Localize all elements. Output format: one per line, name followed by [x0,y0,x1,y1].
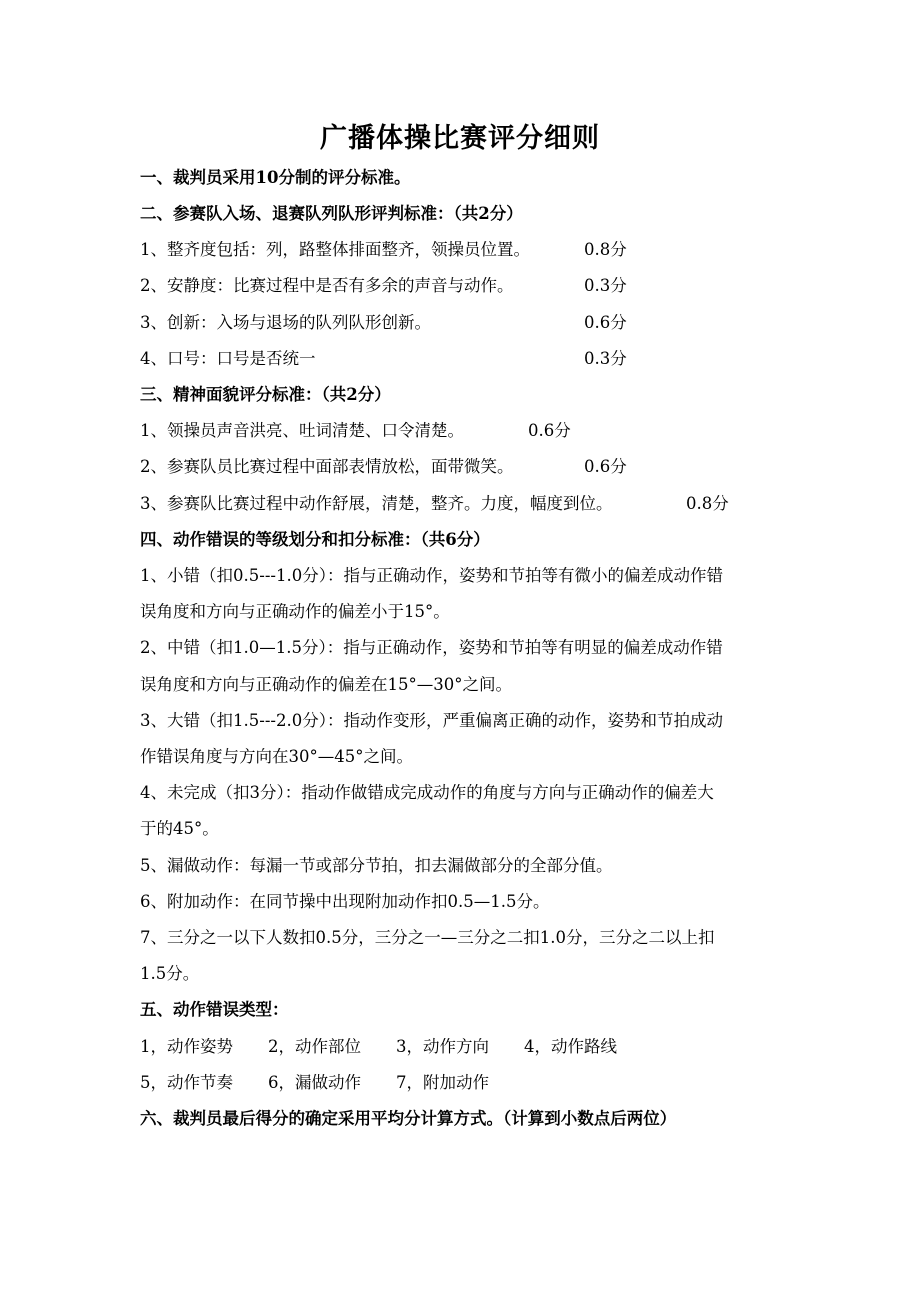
s4-line-5: 3、大错（扣1.5---2.0分）：指动作变形，严重偏离正确的动作，姿势和节拍成动 [140,711,723,730]
error-type-2: 2，动作部位 [268,1037,361,1056]
s4-line-11: 7、三分之一以下人数扣0.5分，三分之一—三分之二扣1.0分，三分之二以上扣 [140,928,715,947]
error-type-3: 3，动作方向 [396,1037,489,1056]
s2-item-2: 2、安静度：比赛过程中是否有多余的声音与动作。 [140,276,514,295]
document-title: 广播体操比赛评分细则 [320,123,600,154]
s4-line-3: 2、中错（扣1.0—1.5分）：指与正确动作，姿势和节拍等有明显的偏差成动作错 [140,638,723,657]
s4-line-10: 6、附加动作：在同节操中出现附加动作扣0.5—1.5分。 [140,892,550,911]
s4-line-7: 4、未完成（扣3分）：指动作做错成完成动作的角度与方向与正确动作的偏差大 [140,783,714,802]
s2-item-3: 3、创新：入场与退场的队列队形创新。 [140,313,431,332]
section-2-heading: 二、参赛队入场、退赛队列队形评判标准：（共2分） [140,204,523,223]
section-3-heading: 三、精神面貌评分标准：（共2分） [140,385,391,404]
s2-item-1: 1、整齐度包括：列，路整体排面整齐，领操员位置。 [140,240,530,259]
s2-item-4: 4、口号：口号是否统一 [140,349,316,368]
s2-item-1-score: 0.8分 [584,240,627,259]
s3-item-2: 2、参赛队员比赛过程中面部表情放松，面带微笑。 [140,457,514,476]
s3-item-1-score: 0.6分 [528,421,571,440]
s2-item-4-score: 0.3分 [584,349,627,368]
error-type-7: 7，附加动作 [396,1073,489,1092]
s3-item-3-score: 0.8分 [686,494,729,513]
s4-line-12: 1.5分。 [140,964,200,983]
s4-line-8: 于的45°。 [140,819,219,838]
s4-line-1: 1、小错（扣0.5---1.0分）：指与正确动作，姿势和节拍等有微小的偏差成动作错 [140,566,723,585]
error-type-4: 4，动作路线 [524,1037,617,1056]
s3-item-2-score: 0.6分 [584,457,627,476]
s2-item-2-score: 0.3分 [584,276,627,295]
section-4-heading: 四、动作错误的等级划分和扣分标准：（共6分） [140,530,490,549]
s4-line-6: 作错误角度与方向在30°—45°之间。 [140,747,413,766]
section-6-heading: 六、裁判员最后得分的确定采用平均分计算方式。（计算到小数点后两位） [140,1109,677,1128]
section-1-heading: 一、裁判员采用10分制的评分标准。 [140,168,411,187]
error-type-6: 6，漏做动作 [268,1073,361,1092]
s4-line-2: 误角度和方向与正确动作的偏差小于15°。 [140,602,450,621]
error-type-5: 5，动作节奏 [140,1073,233,1092]
s4-line-9: 5、漏做动作：每漏一节或部分节拍，扣去漏做部分的全部分值。 [140,856,613,875]
s4-line-4: 误角度和方向与正确动作的偏差在15°—30°之间。 [140,675,512,694]
error-type-row-1 [140,1037,617,1057]
error-type-row-2 [140,1073,489,1093]
s3-item-3: 3、参赛队比赛过程中动作舒展，清楚，整齐。力度，幅度到位。 [140,494,613,513]
error-type-1: 1，动作姿势 [140,1037,233,1056]
s3-item-1: 1、领操员声音洪亮、吐词清楚、口令清楚。 [140,421,464,440]
section-5-heading: 五、动作错误类型： [140,1000,289,1019]
s2-item-3-score: 0.6分 [584,313,627,332]
